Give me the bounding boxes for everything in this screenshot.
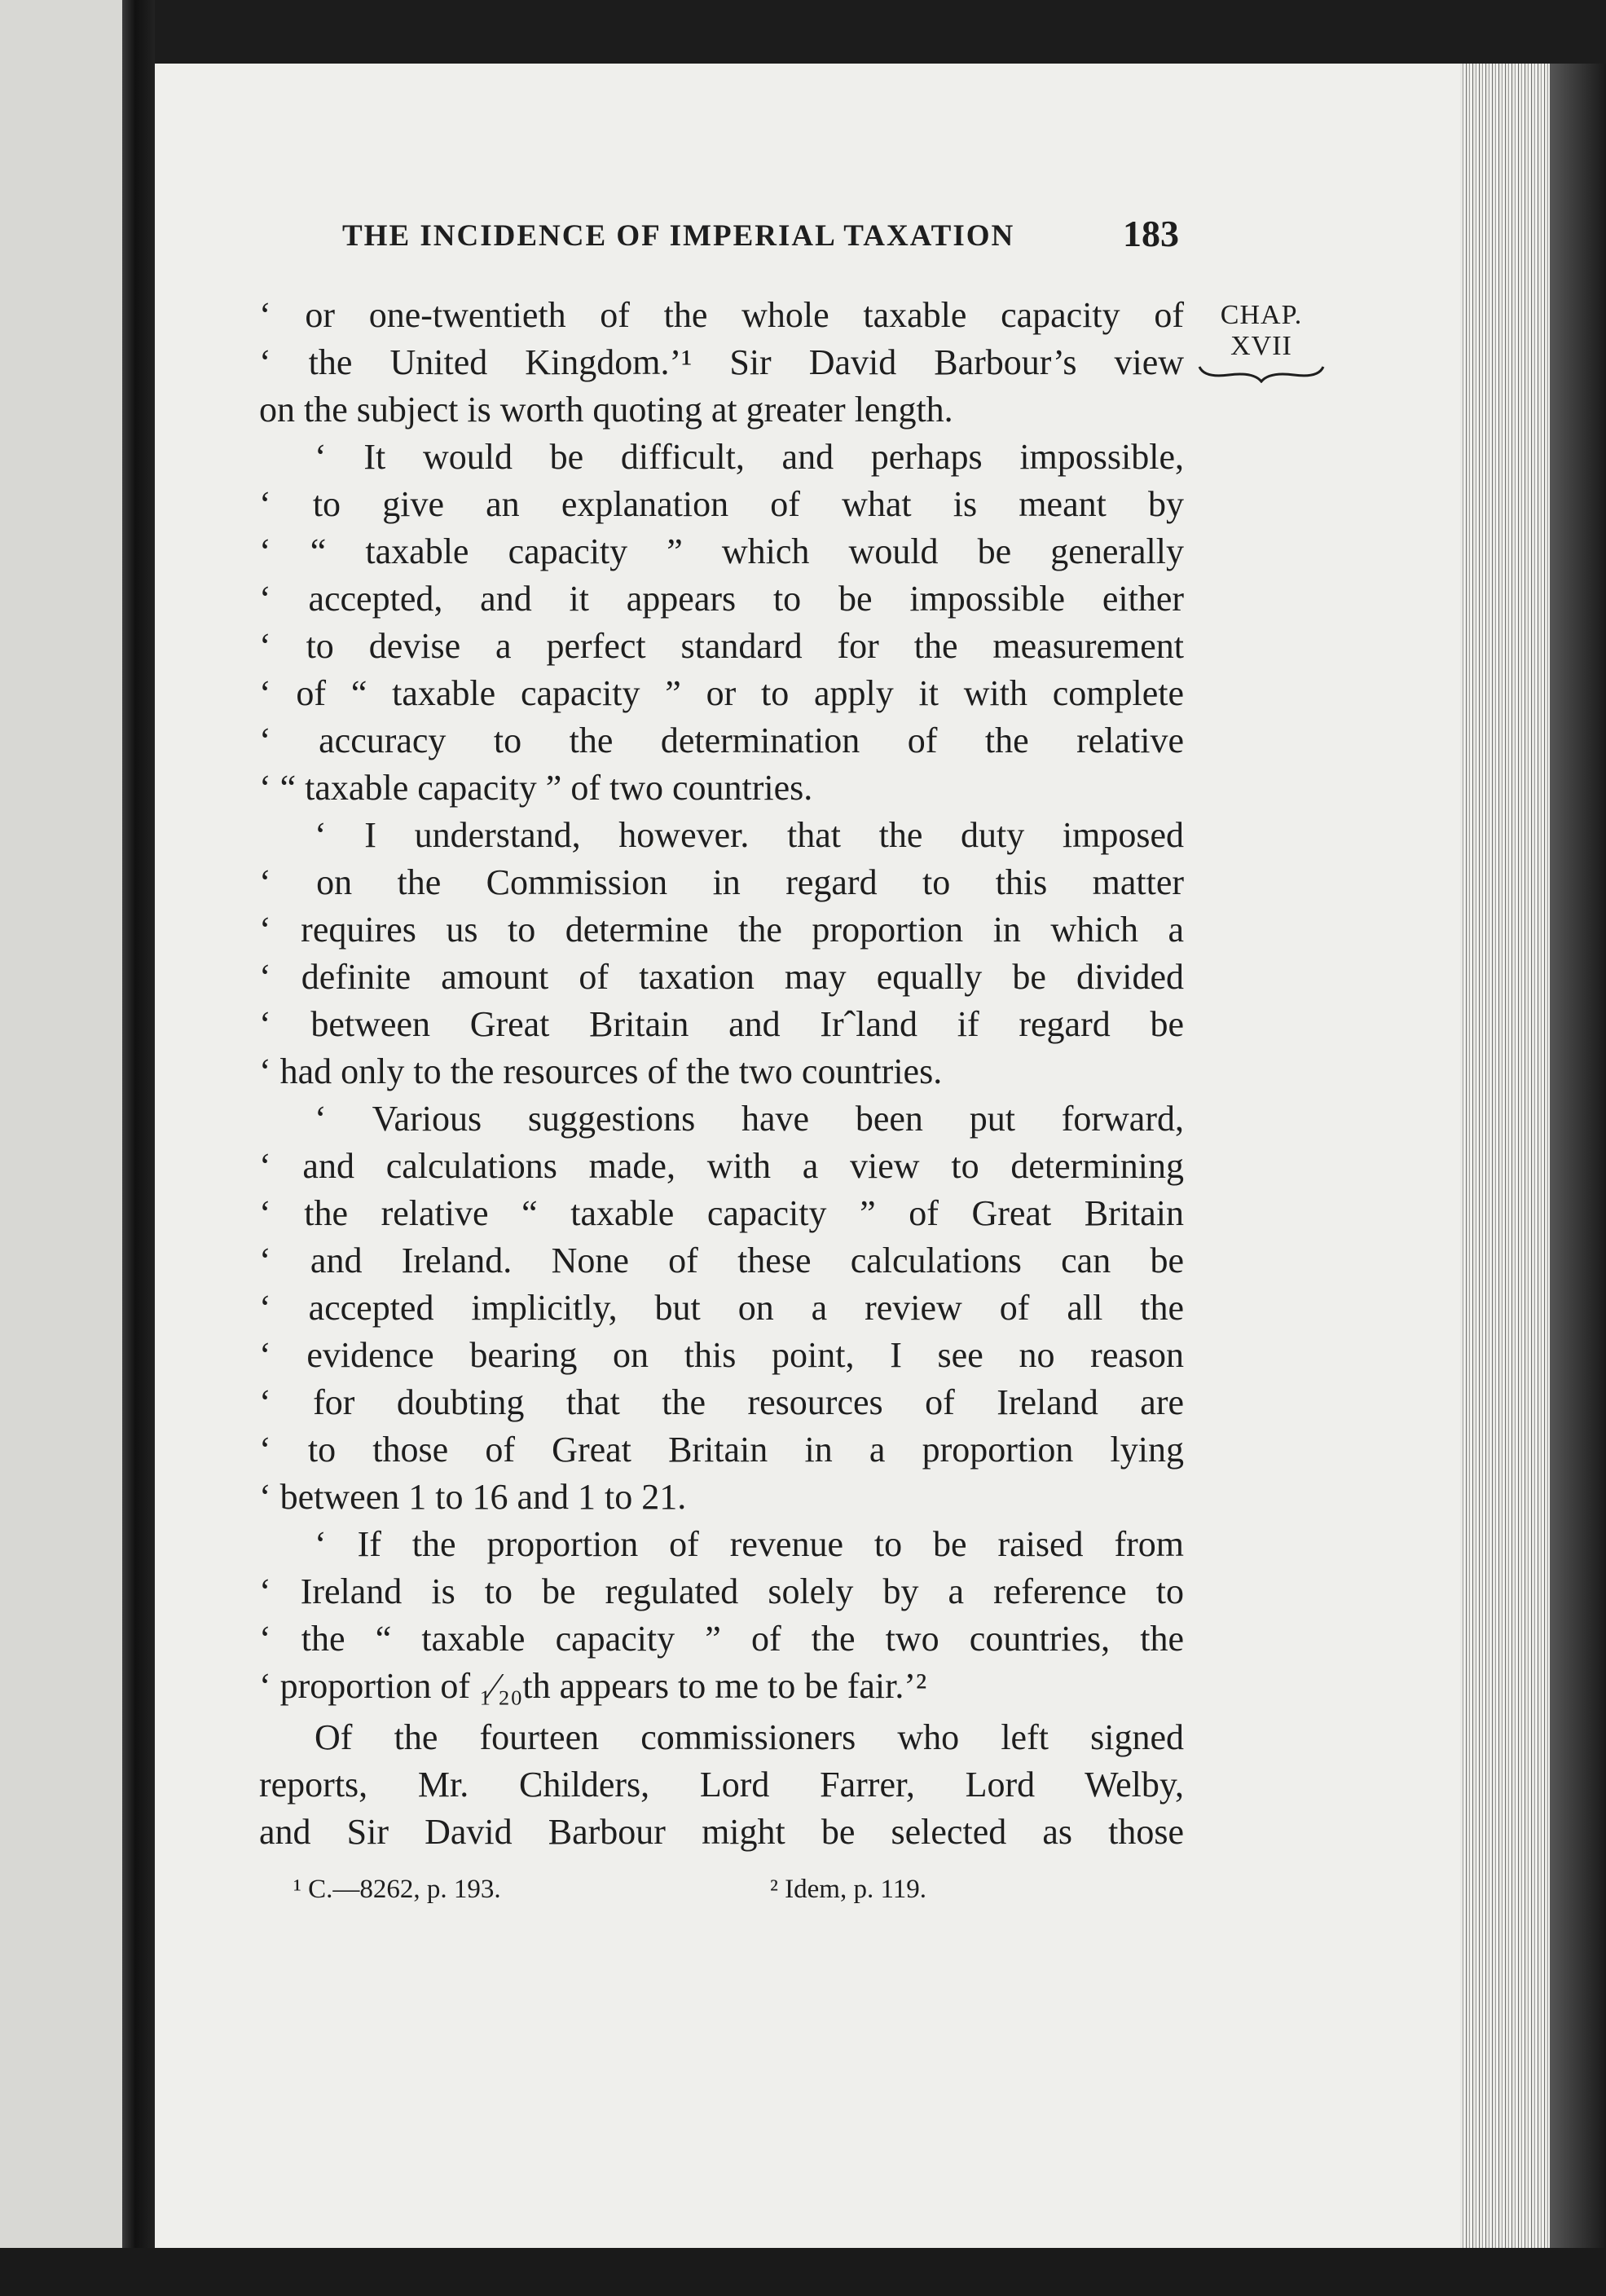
text-line: ‘ and Ireland. None of these calculations can be — [259, 1241, 1184, 1280]
text-line: ‘ to give an explanation of what is meant by — [259, 484, 1184, 524]
text-line: reports, Mr. Childers, Lord Farrer, Lord Welby, — [259, 1765, 1184, 1805]
footnote-2: ² Idem, p. 119. — [770, 1875, 926, 1904]
text-line: ‘ or one-twentieth of the whole taxable capacity of — [259, 295, 1184, 335]
text-line: ‘ If the proportion of revenue to be raised from — [315, 1524, 1184, 1564]
text-line: ‘ between Great Britain and Ir⁠ˆland if regard be — [259, 1004, 1184, 1044]
text-line: ‘ “ taxable capacity ” which would be generally — [259, 531, 1184, 571]
text-line: ‘ of “ taxable capacity ” or to apply it with complete — [259, 673, 1184, 713]
text-line: ‘ “ taxable capacity ” of two countries. — [259, 768, 813, 808]
text-line: on the subject is worth quoting at greater length. — [259, 390, 953, 430]
text-line: ‘ for doubting that the resources of Ireland are — [259, 1382, 1184, 1422]
text-line: ‘ accuracy to the determination of the relative — [259, 721, 1184, 760]
text-line: ‘ and calculations made, with a view to determining — [259, 1146, 1184, 1186]
text-line: ‘ accepted implicitly, but on a review of all the — [259, 1288, 1184, 1328]
facing-page-edge — [0, 0, 122, 2296]
text-line: ‘ evidence bearing on this point, I see no reason — [259, 1335, 1184, 1375]
text-line: ‘ requires us to determine the proportion in which a — [259, 910, 1184, 950]
text-line: ‘ on the Commission in regard to this matter — [259, 862, 1184, 902]
text-line: Of the fourteen commissioners who left signed — [315, 1717, 1184, 1757]
text-line: ‘ I understand, however. that the duty imposed — [315, 815, 1184, 855]
text-line: ‘ accepted, and it appears to be impossible either — [259, 579, 1184, 619]
page-edges — [1460, 64, 1550, 2248]
text-line: and Sir David Barbour might be selected as those — [259, 1812, 1184, 1852]
running-head — [342, 213, 1190, 254]
page-edges-shadow — [1550, 64, 1606, 2248]
text-line: ‘ definite amount of taxation may equally be divided — [259, 957, 1184, 997]
chapter-marginal-note — [1196, 300, 1327, 383]
scan-border — [0, 2248, 1606, 2296]
text-line: ‘ to those of Great Britain in a proportion lying — [259, 1430, 1184, 1470]
text-line: ‘ the “ taxable capacity ” of the two countries, the — [259, 1619, 1184, 1659]
text-line: ‘ the United Kingdom.’¹ Sir David Barbour’s view — [259, 342, 1184, 382]
text-line: ‘ the relative “ taxable capacity ” of Great Britain — [259, 1193, 1184, 1233]
book-gutter — [122, 0, 155, 2296]
footnote-1: ¹ C.—8262, p. 193. — [293, 1875, 501, 1904]
brace-ornament-icon — [1196, 364, 1327, 383]
chapter-numeral: XVII — [1230, 331, 1292, 361]
text-line: ‘ proportion of ₁⁄₂₀th appears to me to be fair.’² — [259, 1666, 927, 1706]
chapter-label: CHAP. — [1220, 300, 1303, 330]
text-line: ‘ had only to the resources of the two countries. — [259, 1051, 943, 1091]
text-line: ‘ between 1 to 16 and 1 to 21. — [259, 1477, 687, 1517]
text-line: ‘ to devise a perfect standard for the measurement — [259, 626, 1184, 666]
page-number: 183 — [1123, 213, 1179, 254]
text-line: ‘ It would be difficult, and perhaps impossible, — [315, 437, 1184, 477]
running-head-title: THE INCIDENCE OF IMPERIAL TAXATION — [342, 219, 1015, 253]
text-line: ‘ Ireland is to be regulated solely by a reference to — [259, 1571, 1184, 1611]
text-line: ‘ Various suggestions have been put forward, — [315, 1099, 1184, 1139]
